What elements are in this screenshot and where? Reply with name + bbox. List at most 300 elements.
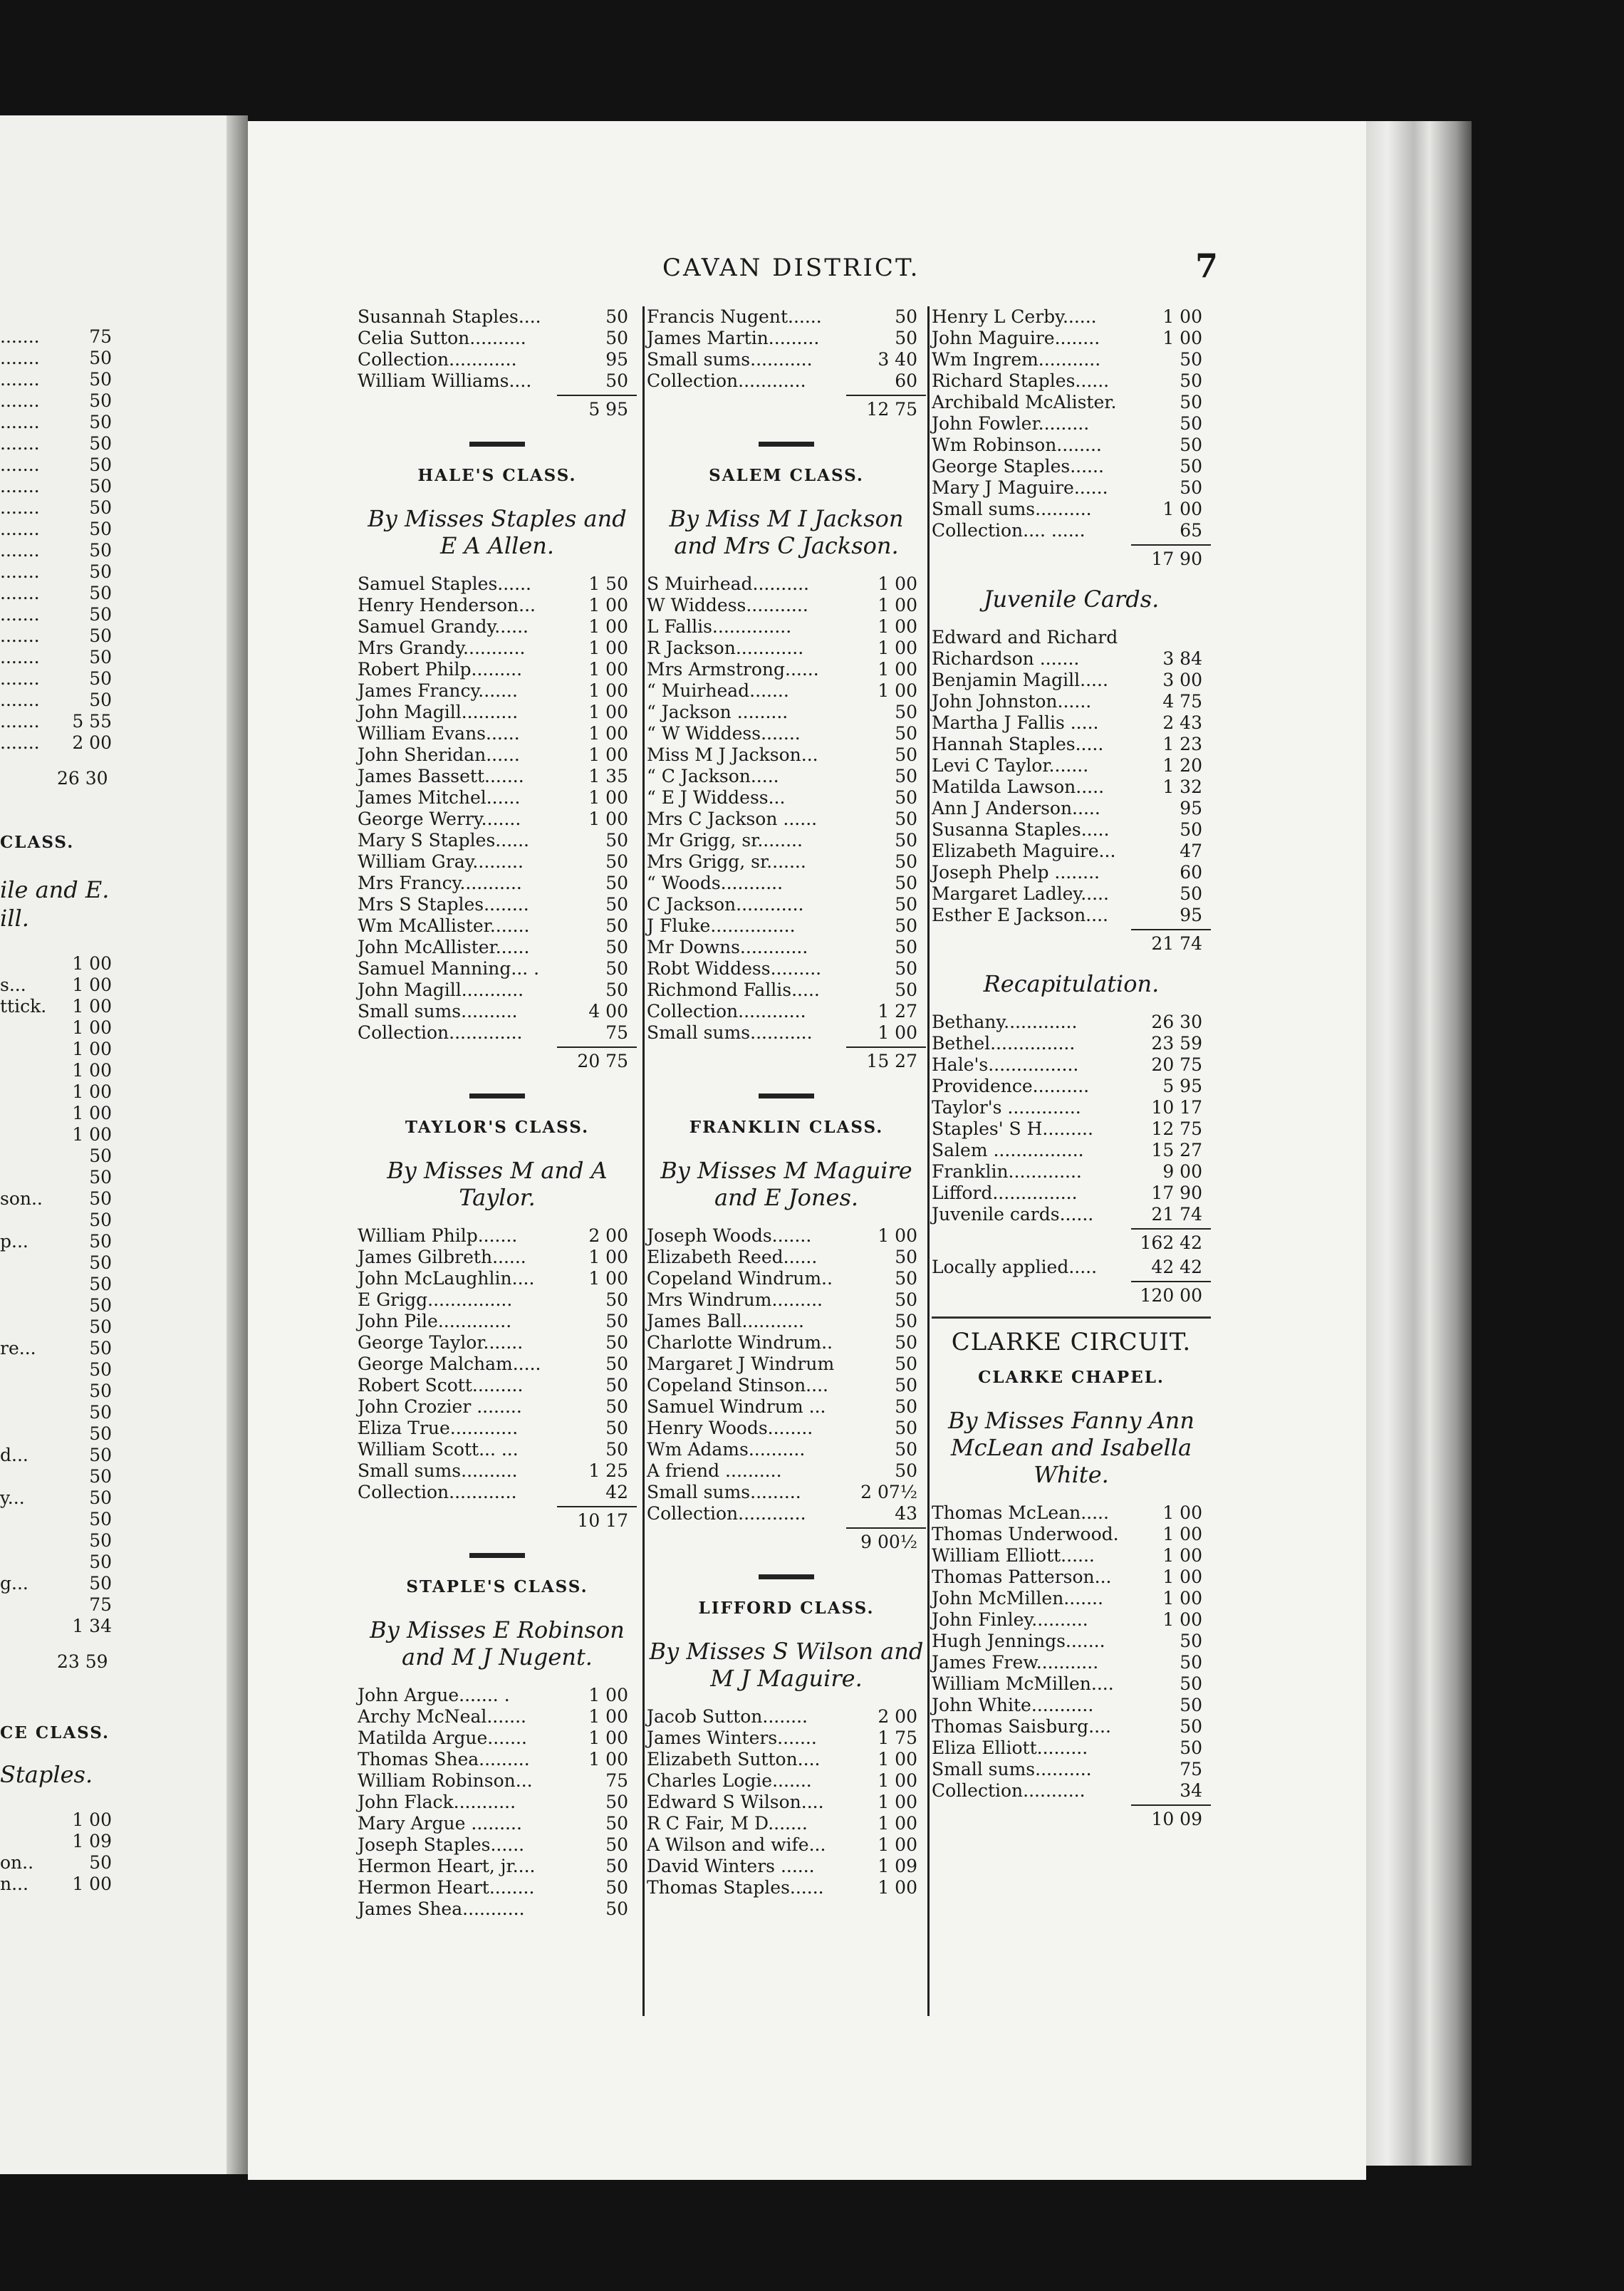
entry-amount: 2 07½ <box>860 1482 917 1502</box>
entry-amount: 10 17 <box>1151 1097 1202 1118</box>
entry-name: John Sheridan...... <box>358 744 520 765</box>
list-row <box>647 659 926 680</box>
entry-name: John Magill.......... <box>358 702 519 722</box>
fragment-total: 23 59 <box>57 1651 108 1672</box>
entry-amount: 1 00 <box>1162 306 1202 327</box>
fragment-amount: 50 <box>89 454 112 475</box>
list-row <box>932 1631 1211 1652</box>
entry-amount: 50 <box>605 873 628 893</box>
fragment-amount: 50 <box>89 1188 112 1209</box>
list-row <box>358 1856 637 1877</box>
entry-amount: 50 <box>895 744 917 765</box>
entry-name: Mrs S Staples........ <box>358 894 529 915</box>
entry-amount: 50 <box>895 766 917 786</box>
entry-name: Juvenile cards...... <box>932 1204 1094 1225</box>
entry-amount: 75 <box>605 1770 628 1791</box>
list-row <box>932 1609 1211 1631</box>
entry-amount: 1 00 <box>1162 1524 1202 1544</box>
list-row <box>932 798 1211 819</box>
class-byline: By Misses Staples and E A Allen. <box>368 505 627 559</box>
list-row <box>358 787 637 809</box>
list-row <box>647 1332 926 1354</box>
entry-amount: 3 00 <box>1162 670 1202 690</box>
list-row <box>647 1834 926 1856</box>
net-total: 120 00 <box>1140 1285 1202 1306</box>
subtotal: 162 42 <box>1140 1232 1202 1253</box>
fragment-heading: CLASS. <box>0 833 75 852</box>
list-row <box>932 477 1211 499</box>
entry-name: W Widdess........... <box>647 595 808 615</box>
entry-amount: 50 <box>895 915 917 936</box>
list-row <box>932 670 1211 691</box>
fragment-byline: ile and E. <box>0 876 110 903</box>
entry-amount: 1 09 <box>878 1856 917 1876</box>
fragment-heading: CE CLASS. <box>0 1723 110 1742</box>
entry-amount: 60 <box>895 370 917 391</box>
entry-name: Margaret Ladley..... <box>932 883 1109 904</box>
fragment-amount: 1 00 <box>72 1103 112 1123</box>
list-row <box>647 1728 926 1749</box>
fragment-amount: 50 <box>89 561 112 582</box>
list-row <box>358 638 637 659</box>
entry-name: James Mitchel...... <box>358 787 521 808</box>
fragment-byline: ill. <box>0 905 29 932</box>
column-3 <box>932 306 1211 1833</box>
leader-dots: ....... <box>0 540 40 561</box>
fragment-amount: 1 00 <box>72 1874 112 1894</box>
entry-name: Mr Downs............ <box>647 937 808 957</box>
entry-name: Mary Argue ......... <box>358 1813 522 1834</box>
entry-amount: 50 <box>605 851 628 872</box>
entry-amount: 17 90 <box>1151 1183 1202 1203</box>
list-row <box>647 1503 926 1524</box>
entry-name: Elizabeth Sutton.... <box>647 1749 821 1770</box>
entry-name: William Williams.... <box>358 370 532 391</box>
entry-amount: 2 00 <box>878 1706 917 1727</box>
list-row <box>932 499 1211 520</box>
class-byline: By Misses S Wilson and M J Maguire. <box>649 1638 924 1692</box>
entry-name: Collection............ <box>647 1503 806 1524</box>
entry-name: John Maguire........ <box>932 328 1100 348</box>
list-row <box>647 851 926 873</box>
entry-amount: 50 <box>895 1439 917 1460</box>
list-row <box>358 1311 637 1332</box>
section-rule <box>932 1316 1211 1319</box>
leader-dots: ....... <box>0 711 40 732</box>
list-row <box>932 370 1211 392</box>
list-row <box>647 370 926 392</box>
entry-name: Collection............ <box>358 349 517 370</box>
list-row <box>647 1706 926 1728</box>
entry-amount: 2 43 <box>1162 712 1202 733</box>
total-rule <box>647 1524 926 1532</box>
entry-name: Archy McNeal....... <box>358 1706 526 1727</box>
list-row <box>358 702 637 723</box>
entry-amount: 50 <box>605 328 628 348</box>
fragment-amount: 1 00 <box>72 1039 112 1059</box>
entry-amount: 95 <box>1180 905 1202 925</box>
entry-amount: 50 <box>605 1311 628 1331</box>
list-row <box>932 1502 1211 1524</box>
entry-amount: 43 <box>895 1503 917 1524</box>
total: 9 00½ <box>860 1532 917 1552</box>
page-number: 7 <box>1195 246 1219 285</box>
fragment-name: y... <box>0 1487 25 1508</box>
class-heading: FRANKLIN CLASS. <box>689 1118 884 1137</box>
leader-dots: ....... <box>0 476 40 497</box>
entry-amount: 50 <box>895 873 917 893</box>
list-row <box>647 680 926 702</box>
entry-name: William Philp....... <box>358 1225 518 1246</box>
entry-name: Mary J Maguire...... <box>932 477 1108 498</box>
fragment-amount: 50 <box>89 1146 112 1166</box>
list <box>647 306 926 392</box>
list-row <box>932 1076 1211 1097</box>
entry-amount: 1 00 <box>878 1834 917 1855</box>
entry-amount: 50 <box>605 830 628 851</box>
entry-name: John Flack........... <box>358 1792 516 1812</box>
list <box>932 306 1211 541</box>
leader-dots: ....... <box>0 433 40 454</box>
fragment-amount: 1 00 <box>72 953 112 974</box>
entry-name: Small sums.......... <box>358 1460 518 1481</box>
total-rule <box>932 1225 1211 1232</box>
fragment-name: p... <box>0 1231 28 1252</box>
entry-name: Susanna Staples..... <box>932 819 1110 840</box>
list-row <box>358 915 637 937</box>
entry-name: Samuel Staples...... <box>358 573 531 594</box>
entry-name: Mrs Francy........... <box>358 873 522 893</box>
fragment-amount: 1 00 <box>72 975 112 995</box>
entry-name: Richard Staples...... <box>932 370 1110 391</box>
fragment-name: s... <box>0 975 26 995</box>
entry-amount: 50 <box>605 958 628 979</box>
entry-name: John McLaughlin.... <box>358 1268 535 1289</box>
entry-amount: 50 <box>895 328 917 348</box>
list-row <box>647 1396 926 1418</box>
entry-amount: 50 <box>605 306 628 327</box>
list-row <box>647 1856 926 1877</box>
fragment-amount: 1 34 <box>72 1616 112 1636</box>
fragment-amount: 50 <box>89 1552 112 1572</box>
entry-name: John Crozier ........ <box>358 1396 522 1417</box>
entry-amount: 20 75 <box>1151 1054 1202 1075</box>
total-row <box>647 1532 926 1556</box>
divider <box>469 1553 525 1558</box>
total: 21 74 <box>1151 933 1202 954</box>
leader-dots: ....... <box>0 625 40 646</box>
entry-amount: 50 <box>1180 819 1202 840</box>
entry-amount: 50 <box>1180 1652 1202 1673</box>
total: 20 75 <box>577 1051 628 1071</box>
entry-amount: 50 <box>1180 370 1202 391</box>
list-row <box>358 595 637 616</box>
entry-name: C Jackson............ <box>647 894 804 915</box>
entry-amount: 50 <box>895 1354 917 1374</box>
entry-name: James Ball........... <box>647 1311 804 1331</box>
list-row <box>358 1834 637 1856</box>
entry-name: John Finley.......... <box>932 1609 1088 1630</box>
entry-name: David Winters ...... <box>647 1856 815 1876</box>
entry-amount: 75 <box>1180 1759 1202 1780</box>
entry-name: Thomas McLean..... <box>932 1502 1109 1523</box>
entry-name: James Shea........... <box>358 1898 525 1919</box>
entry-amount: 50 <box>895 723 917 744</box>
entry-name: Ann J Anderson..... <box>932 798 1100 819</box>
entry-amount: 50 <box>895 851 917 872</box>
entry-amount: 50 <box>605 1856 628 1876</box>
entry-name: Collection........... <box>932 1780 1086 1801</box>
list-row <box>647 702 926 723</box>
entry-amount: 3 84 <box>1162 648 1202 669</box>
entry-name: Mr Grigg, sr........ <box>647 830 803 851</box>
entry-name: George Malcham..... <box>358 1354 541 1374</box>
entry-amount: 1 00 <box>1162 328 1202 348</box>
entry-amount: 50 <box>605 370 628 391</box>
entry-name: Salem ................ <box>932 1140 1084 1160</box>
entry-name: “ E J Widdess... <box>647 787 786 808</box>
entry-name: Susannah Staples.... <box>358 306 541 327</box>
list-row <box>932 734 1211 755</box>
entry-name: Francis Nugent...... <box>647 306 822 327</box>
applied-value: 42 42 <box>1151 1257 1202 1277</box>
class-heading: TAYLOR'S CLASS. <box>405 1118 590 1137</box>
list <box>358 1225 637 1503</box>
entry-amount: 1 00 <box>588 680 628 701</box>
total-rule <box>358 1503 637 1510</box>
entry-name: Edward S Wilson.... <box>647 1792 824 1812</box>
entry-amount: 1 00 <box>588 787 628 808</box>
list-row <box>932 520 1211 541</box>
entry-name: Joseph Staples...... <box>358 1834 525 1855</box>
list-row <box>358 1439 637 1460</box>
list-row <box>358 1332 637 1354</box>
list-row <box>647 1268 926 1289</box>
fragment-amount: 50 <box>89 519 112 539</box>
list-row <box>358 1482 637 1503</box>
entry-name: “ W Widdess....... <box>647 723 801 744</box>
fragment-name: n... <box>0 1874 28 1894</box>
fragment-name: son.. <box>0 1188 43 1209</box>
total-row <box>358 399 637 423</box>
fragment-amount: 1 00 <box>72 1017 112 1038</box>
list <box>932 627 1211 926</box>
fragment-amount: 50 <box>89 1167 112 1188</box>
entry-name: Thomas Underwood. <box>932 1524 1119 1544</box>
entry-amount: 3 40 <box>878 349 917 370</box>
list-row <box>358 1396 637 1418</box>
fragment-amount: 50 <box>89 369 112 390</box>
fragment-name: on.. <box>0 1852 34 1873</box>
entry-amount: 1 00 <box>588 1728 628 1748</box>
entry-amount: 12 75 <box>1151 1118 1202 1139</box>
entry-name: James Frew........... <box>932 1652 1099 1673</box>
list-row <box>647 1418 926 1439</box>
entry-name: Charlotte Windrum.. <box>647 1332 833 1353</box>
entry-amount: 50 <box>895 1375 917 1396</box>
list <box>647 1225 926 1524</box>
list-row <box>647 1022 926 1044</box>
list-row <box>358 1728 637 1749</box>
entry-amount: 50 <box>895 1418 917 1438</box>
entry-name: James Winters....... <box>647 1728 817 1748</box>
entry-name: Thomas Staples...... <box>647 1877 824 1898</box>
entry-amount: 50 <box>895 980 917 1000</box>
entry-name: William McMillen.... <box>932 1673 1114 1694</box>
entry-name: R C Fair, M D....... <box>647 1813 808 1834</box>
entry-name: George Staples...... <box>932 456 1104 477</box>
entry-name: Small sums.......... <box>932 499 1092 519</box>
entry-amount: 1 00 <box>588 723 628 744</box>
leader-dots: ....... <box>0 326 40 347</box>
list-row <box>358 1418 637 1439</box>
list <box>358 306 637 392</box>
total-row <box>358 1510 637 1534</box>
entry-amount: 1 00 <box>1162 1545 1202 1566</box>
entry-amount: 1 00 <box>588 1268 628 1289</box>
entry-amount: 1 00 <box>878 1770 917 1791</box>
list-row <box>647 1311 926 1332</box>
entry-name: John Pile............. <box>358 1311 512 1331</box>
entry-amount: 50 <box>895 1311 917 1331</box>
list-row <box>932 648 1211 670</box>
entry-name: Samuel Grandy...... <box>358 616 529 637</box>
fragment-amount: 50 <box>89 497 112 518</box>
fragment-byline: Staples. <box>0 1761 93 1788</box>
entry-name: E Grigg............... <box>358 1289 513 1310</box>
entry-name: George Taylor....... <box>358 1332 524 1353</box>
list-row <box>358 328 637 349</box>
list-row <box>932 691 1211 712</box>
list-row <box>932 1759 1211 1780</box>
list-row <box>358 1022 637 1044</box>
list-row <box>647 894 926 915</box>
entry-amount: 50 <box>605 1418 628 1438</box>
list-row <box>647 616 926 638</box>
fragment-amount: 50 <box>89 690 112 710</box>
fragment-amount: 50 <box>89 1402 112 1423</box>
class-heading: SALEM CLASS. <box>709 466 864 485</box>
entry-amount: 95 <box>1180 798 1202 819</box>
entry-amount: 1 00 <box>878 1022 917 1043</box>
circuit-title: CLARKE CIRCUIT. <box>951 1328 1192 1356</box>
column-rule <box>642 306 645 2016</box>
list-row <box>647 873 926 894</box>
entry-amount: 50 <box>895 937 917 957</box>
entry-amount: 1 00 <box>878 573 917 594</box>
list <box>358 573 637 1044</box>
class-byline: By Miss M I Jackson and Mrs C Jackson. <box>669 505 904 559</box>
entry-amount: 50 <box>605 1289 628 1310</box>
list-row <box>932 1183 1211 1204</box>
entry-amount: 1 00 <box>588 638 628 658</box>
entry-amount: 4 75 <box>1162 691 1202 712</box>
entry-name: Taylor's ............. <box>932 1097 1081 1118</box>
total-row <box>932 933 1211 957</box>
entry-amount: 2 00 <box>588 1225 628 1246</box>
entry-name: Henry L Cerby...... <box>932 306 1097 327</box>
total-rule <box>932 1278 1211 1285</box>
list-row <box>932 862 1211 883</box>
entry-amount: 50 <box>605 1792 628 1812</box>
fragment-amount: 50 <box>89 433 112 454</box>
list-row <box>647 1375 926 1396</box>
list-row <box>358 723 637 744</box>
entry-amount: 1 50 <box>588 573 628 594</box>
entry-name: Martha J Fallis ..... <box>932 712 1099 733</box>
list-row <box>647 830 926 851</box>
list-row <box>932 1673 1211 1695</box>
entry-amount: 1 00 <box>588 1749 628 1770</box>
fragment-amount: 50 <box>89 1487 112 1508</box>
leader-dots: ....... <box>0 348 40 368</box>
list-row <box>932 755 1211 776</box>
entry-amount: 23 59 <box>1151 1033 1202 1054</box>
list-row <box>358 744 637 766</box>
leader-dots: ....... <box>0 519 40 539</box>
list-row <box>932 1652 1211 1673</box>
entry-amount: 42 <box>605 1482 628 1502</box>
subtotal-row <box>932 1232 1211 1257</box>
entry-amount: 50 <box>1180 392 1202 412</box>
list-row <box>932 328 1211 349</box>
entry-name: Bethany............. <box>932 1012 1078 1032</box>
entry-amount: 50 <box>1180 1695 1202 1715</box>
list-row <box>647 1813 926 1834</box>
total-rule <box>932 926 1211 933</box>
list-row <box>358 958 637 980</box>
entry-name: Lifford............... <box>932 1183 1078 1203</box>
list <box>932 1012 1211 1225</box>
entry-name: John White........... <box>932 1695 1094 1715</box>
entry-amount: 50 <box>895 306 917 327</box>
divider <box>469 1093 525 1098</box>
list-row <box>932 1097 1211 1118</box>
column-2 <box>647 306 926 1898</box>
entry-name: Wm Ingrem........... <box>932 349 1101 370</box>
total-rule <box>932 1802 1211 1809</box>
entry-name: Mrs Armstrong...... <box>647 659 819 680</box>
entry-amount: 1 00 <box>878 1749 917 1770</box>
leader-dots: ....... <box>0 561 40 582</box>
list-row <box>358 1770 637 1792</box>
entry-name: Matilda Lawson..... <box>932 776 1105 797</box>
entry-name: George Werry....... <box>358 809 521 829</box>
class-byline: By Misses E Robinson and M J Nugent. <box>370 1616 625 1671</box>
entry-name: Wm McAllister....... <box>358 915 530 936</box>
entry-name: Mrs Grigg, sr....... <box>647 851 806 872</box>
entry-name: Small sums........... <box>647 1022 813 1043</box>
list-row <box>932 1545 1211 1567</box>
fragment-name: d... <box>0 1445 28 1465</box>
list-row <box>932 712 1211 734</box>
class-byline: By Misses M Maguire and E Jones. <box>660 1157 912 1211</box>
entry-name: Eliza True............ <box>358 1418 519 1438</box>
entry-amount: 1 27 <box>878 1001 917 1022</box>
entry-name: Eliza Elliott......... <box>932 1737 1088 1758</box>
entry-name: Hugh Jennings....... <box>932 1631 1105 1651</box>
list-row <box>647 1001 926 1022</box>
section-heading: Recapitulation. <box>983 970 1160 997</box>
list-row <box>358 1268 637 1289</box>
leader-dots: ....... <box>0 454 40 475</box>
entry-amount: 50 <box>1180 1673 1202 1694</box>
entry-amount: 1 00 <box>878 1792 917 1812</box>
entry-amount: 1 00 <box>878 1225 917 1246</box>
entry-name: Hale's................ <box>932 1054 1079 1075</box>
leader-dots: ....... <box>0 412 40 432</box>
entry-name: Small sums.......... <box>358 1001 518 1022</box>
